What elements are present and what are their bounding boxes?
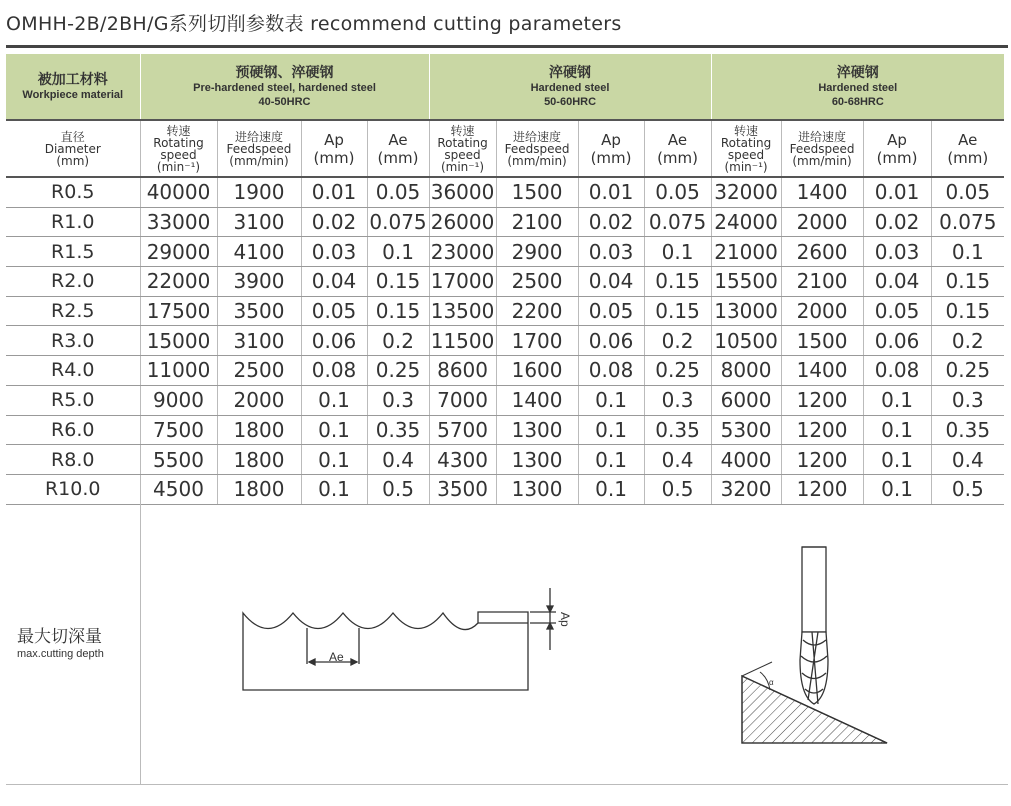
value-cell: 0.01 (863, 177, 931, 207)
value-cell: 0.4 (931, 445, 1004, 475)
value-cell: 26000 (429, 207, 496, 237)
rot-unit: (min⁻¹) (156, 159, 201, 174)
value-cell: 1300 (496, 445, 578, 475)
group-1-hrc: 40-50HRC (258, 95, 311, 108)
value-cell: 32000 (711, 177, 781, 207)
angle-label: α (769, 678, 774, 687)
value-cell: 0.075 (931, 207, 1004, 237)
diameter-cell: R2.5 (6, 296, 140, 326)
rot-zh: 转速 (450, 123, 475, 138)
value-cell: 5700 (429, 415, 496, 445)
value-cell: 0.1 (301, 415, 367, 445)
diameter-unit: (mm) (56, 153, 90, 168)
value-cell: 0.25 (367, 356, 429, 386)
value-cell: 3900 (217, 267, 301, 297)
value-cell: 0.5 (931, 474, 1004, 504)
value-cell: 0.3 (931, 385, 1004, 415)
value-cell: 13000 (711, 296, 781, 326)
value-cell: 0.04 (301, 267, 367, 297)
value-cell: 0.25 (931, 356, 1004, 386)
value-cell: 1500 (496, 177, 578, 207)
value-cell: 0.03 (301, 237, 367, 267)
value-cell: 0.4 (367, 445, 429, 475)
feed-en: Feedspeed (226, 141, 292, 156)
value-cell: 0.06 (301, 326, 367, 356)
value-cell: 0.075 (367, 207, 429, 237)
value-cell: 0.06 (578, 326, 644, 356)
value-cell: 2600 (781, 237, 863, 267)
value-cell: 36000 (429, 177, 496, 207)
rot-en2: speed (160, 147, 197, 162)
value-cell: 8600 (429, 356, 496, 386)
value-cell: 1400 (496, 385, 578, 415)
value-cell: 15500 (711, 267, 781, 297)
value-cell: 0.15 (367, 267, 429, 297)
feed-unit: (mm/min) (229, 153, 289, 168)
value-cell: 1700 (496, 326, 578, 356)
value-cell: 0.01 (301, 177, 367, 207)
value-cell: 0.04 (578, 267, 644, 297)
value-cell: 0.03 (578, 237, 644, 267)
ae-label: Ae (958, 130, 978, 149)
value-cell: 2000 (781, 207, 863, 237)
value-cell: 0.15 (644, 296, 711, 326)
value-cell: 3500 (429, 474, 496, 504)
value-cell: 21000 (711, 237, 781, 267)
value-cell: 0.1 (301, 385, 367, 415)
value-cell: 0.1 (863, 474, 931, 504)
rot-zh: 转速 (166, 123, 191, 138)
value-cell: 0.1 (578, 415, 644, 445)
feed-en: Feedspeed (789, 141, 855, 156)
group-1-zh: 预硬钢、淬硬钢 (235, 64, 334, 81)
diameter-cell: R5.0 (6, 385, 140, 415)
value-cell: 0.15 (931, 267, 1004, 297)
ae-unit: (mm) (947, 148, 989, 167)
ae-dimension-label: Ae (329, 650, 344, 664)
diameter-cell: R10.0 (6, 474, 140, 504)
value-cell: 23000 (429, 237, 496, 267)
value-cell: 8000 (711, 356, 781, 386)
value-cell: 1200 (781, 415, 863, 445)
value-cell: 0.5 (367, 474, 429, 504)
diameter-cell: R4.0 (6, 356, 140, 386)
diameter-cell: R3.0 (6, 326, 140, 356)
diameter-cell: R8.0 (6, 445, 140, 475)
value-cell: 0.35 (931, 415, 1004, 445)
value-cell: 22000 (140, 267, 217, 297)
value-cell: 1800 (217, 474, 301, 504)
value-cell: 0.2 (367, 326, 429, 356)
rot-en2: speed (444, 147, 481, 162)
value-cell: 1600 (496, 356, 578, 386)
value-cell: 2000 (781, 296, 863, 326)
value-cell: 0.1 (644, 237, 711, 267)
ap-unit: (mm) (876, 148, 918, 167)
value-cell: 0.05 (301, 296, 367, 326)
rot-zh: 转速 (734, 123, 759, 138)
value-cell: 9000 (140, 385, 217, 415)
rot-unit: (min⁻¹) (440, 159, 485, 174)
value-cell: 1300 (496, 415, 578, 445)
ap-unit: (mm) (590, 148, 632, 167)
value-cell: 2500 (496, 267, 578, 297)
group-2-en: Hardened steel (530, 81, 610, 94)
feed-en: Feedspeed (504, 141, 570, 156)
value-cell: 0.03 (863, 237, 931, 267)
value-cell: 2900 (496, 237, 578, 267)
value-cell: 0.05 (931, 177, 1004, 207)
value-cell: 2500 (217, 356, 301, 386)
value-cell: 4000 (711, 445, 781, 475)
diameter-zh: 直径 (60, 129, 85, 144)
end-mill-drawing (742, 547, 887, 743)
value-cell: 7500 (140, 415, 217, 445)
max-cutting-depth-en: max.cutting depth (17, 648, 104, 660)
value-cell: 1300 (496, 474, 578, 504)
feed-zh: 进给速度 (513, 129, 562, 144)
value-cell: 0.15 (931, 296, 1004, 326)
value-cell: 3500 (217, 296, 301, 326)
value-cell: 0.35 (644, 415, 711, 445)
value-cell: 0.04 (863, 267, 931, 297)
value-cell: 1200 (781, 474, 863, 504)
ap-dimension-label: Ap (558, 612, 572, 627)
value-cell: 17500 (140, 296, 217, 326)
value-cell: 0.1 (863, 415, 931, 445)
value-cell: 0.2 (644, 326, 711, 356)
feed-zh: 进给速度 (798, 129, 847, 144)
feed-unit: (mm/min) (507, 153, 567, 168)
max-cutting-depth-zh: 最大切深量 (17, 627, 102, 647)
value-cell: 0.05 (578, 296, 644, 326)
value-cell: 2200 (496, 296, 578, 326)
value-cell: 6000 (711, 385, 781, 415)
material-zh: 被加工材料 (37, 71, 108, 88)
diameter-cell: R1.0 (6, 207, 140, 237)
value-cell: 0.01 (578, 177, 644, 207)
ap-unit: (mm) (313, 148, 355, 167)
diameter-cell: R0.5 (6, 177, 140, 207)
diameter-cell: R6.0 (6, 415, 140, 445)
feed-zh: 进给速度 (234, 129, 283, 144)
value-cell: 0.075 (644, 207, 711, 237)
value-cell: 1900 (217, 177, 301, 207)
ap-label: Ap (601, 130, 621, 149)
value-cell: 0.1 (931, 237, 1004, 267)
group-2-hrc: 50-60HRC (544, 95, 597, 108)
value-cell: 1800 (217, 415, 301, 445)
value-cell: 0.3 (367, 385, 429, 415)
rot-unit: (min⁻¹) (724, 159, 768, 174)
value-cell: 0.08 (301, 356, 367, 386)
value-cell: 0.15 (644, 267, 711, 297)
value-cell: 0.02 (863, 207, 931, 237)
diameter-en: Diameter (44, 141, 101, 156)
value-cell: 0.35 (367, 415, 429, 445)
value-cell: 1400 (781, 177, 863, 207)
value-cell: 15000 (140, 326, 217, 356)
rot-en2: speed (727, 147, 765, 162)
value-cell: 3100 (217, 326, 301, 356)
value-cell: 7000 (429, 385, 496, 415)
value-cell: 0.05 (863, 296, 931, 326)
group-3-zh: 淬硬钢 (836, 64, 879, 81)
ap-label: Ap (887, 130, 907, 149)
ae-unit: (mm) (657, 148, 699, 167)
value-cell: 0.2 (931, 326, 1004, 356)
ae-label: Ae (388, 130, 408, 149)
feed-unit: (mm/min) (792, 153, 852, 168)
value-cell: 0.05 (367, 177, 429, 207)
value-cell: 2100 (781, 267, 863, 297)
value-cell: 0.1 (578, 385, 644, 415)
value-cell: 1500 (781, 326, 863, 356)
value-cell: 17000 (429, 267, 496, 297)
value-cell: 11000 (140, 356, 217, 386)
value-cell: 5500 (140, 445, 217, 475)
group-2-zh: 淬硬钢 (549, 64, 592, 81)
diameter-cell: R1.5 (6, 237, 140, 267)
value-cell: 40000 (140, 177, 217, 207)
scallop-profile-drawing (243, 588, 556, 690)
value-cell: 0.15 (367, 296, 429, 326)
value-cell: 4100 (217, 237, 301, 267)
rot-en1: Rotating (437, 135, 488, 150)
group-1-en: Pre-hardened steel, hardened steel (193, 81, 376, 94)
value-cell: 4500 (140, 474, 217, 504)
value-cell: 4300 (429, 445, 496, 475)
value-cell: 0.06 (863, 326, 931, 356)
value-cell: 5300 (711, 415, 781, 445)
value-cell: 0.08 (578, 356, 644, 386)
value-cell: 1200 (781, 445, 863, 475)
value-cell: 0.1 (301, 445, 367, 475)
value-cell: 0.1 (863, 385, 931, 415)
value-cell: 1400 (781, 356, 863, 386)
value-cell: 3200 (711, 474, 781, 504)
value-cell: 0.1 (863, 445, 931, 475)
value-cell: 0.02 (301, 207, 367, 237)
value-cell: 0.1 (578, 445, 644, 475)
value-cell: 2100 (496, 207, 578, 237)
value-cell: 3100 (217, 207, 301, 237)
diameter-cell: R2.0 (6, 267, 140, 297)
ae-label: Ae (667, 130, 688, 149)
value-cell: 1200 (781, 385, 863, 415)
value-cell: 0.25 (644, 356, 711, 386)
value-cell: 2000 (217, 385, 301, 415)
group-3-hrc: 60-68HRC (831, 95, 884, 108)
value-cell: 0.1 (367, 237, 429, 267)
value-cell: 13500 (429, 296, 496, 326)
material-en: Workpiece material (22, 88, 124, 101)
value-cell: 33000 (140, 207, 217, 237)
value-cell: 0.1 (578, 474, 644, 504)
value-cell: 29000 (140, 237, 217, 267)
rot-en1: Rotating (153, 135, 204, 150)
value-cell: 11500 (429, 326, 496, 356)
value-cell: 0.1 (301, 474, 367, 504)
value-cell: 0.5 (644, 474, 711, 504)
value-cell: 0.08 (863, 356, 931, 386)
value-cell: 24000 (711, 207, 781, 237)
rot-en1: Rotating (720, 135, 772, 150)
page-title: OMHH-2B/2BH/G系列切削参数表 recommend cutting parameters (6, 13, 622, 35)
value-cell: 1800 (217, 445, 301, 475)
group-3-en: Hardened steel (818, 81, 898, 94)
value-cell: 0.4 (644, 445, 711, 475)
value-cell: 0.02 (578, 207, 644, 237)
value-cell: 0.05 (644, 177, 711, 207)
value-cell: 0.3 (644, 385, 711, 415)
ae-unit: (mm) (377, 148, 419, 167)
value-cell: 10500 (711, 326, 781, 356)
ap-label: Ap (324, 130, 344, 149)
